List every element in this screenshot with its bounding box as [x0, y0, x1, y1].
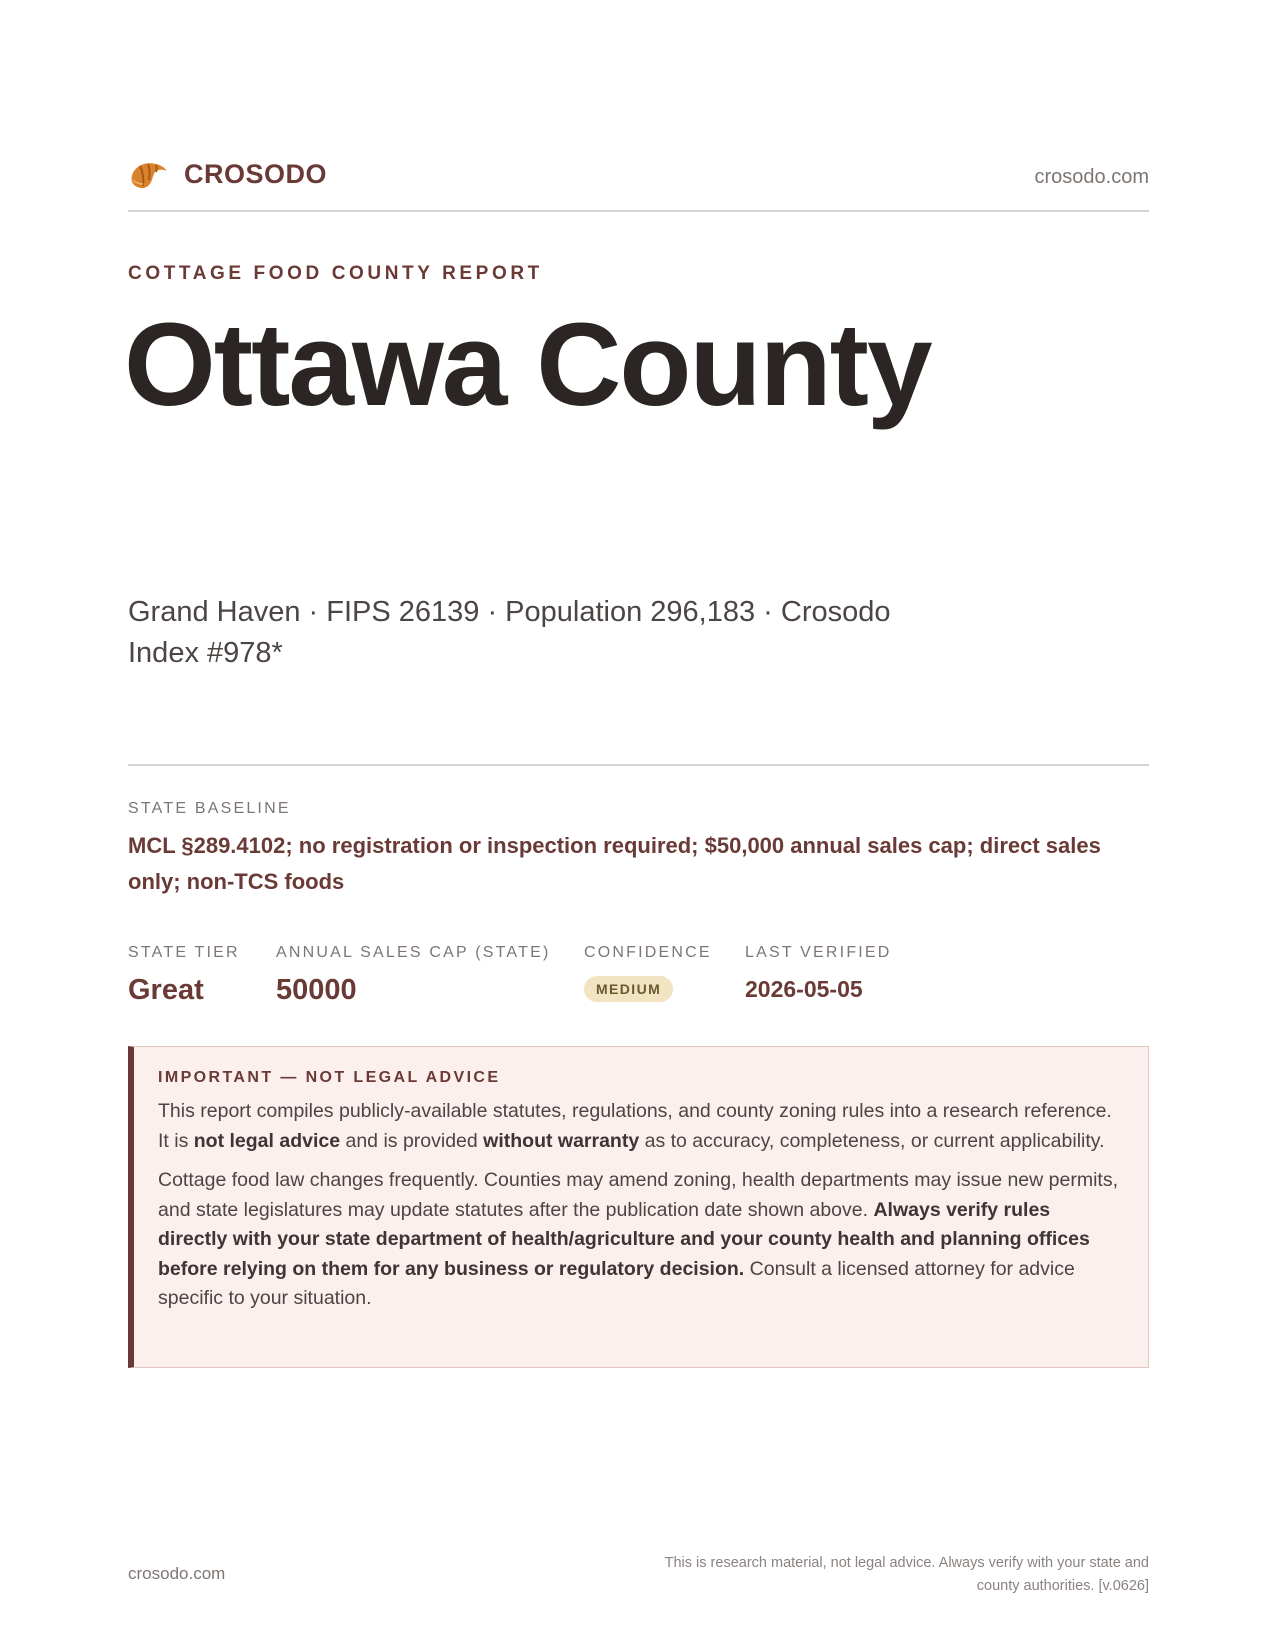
notice-text: This report compiles publicly-available statutes, regulations, and county zoning rules into a research reference. It is [158, 1100, 1112, 1152]
stat-value: 50000 [276, 974, 357, 1006]
stat-label: LAST VERIFIED [745, 944, 892, 961]
notice-emphasis: Always verify rules directly with your state department of health/agriculture and your county health and planning offices before relying on them for any business or regulatory decision. [158, 1198, 1090, 1280]
page-title: Ottawa County [124, 299, 931, 431]
stat-value: 2026-05-05 [745, 976, 863, 1002]
notice-text: Consult a licensed attorney for advice specific to your situation. [158, 1257, 1075, 1309]
state-baseline-label: STATE BASELINE [128, 800, 291, 817]
croissant-icon [128, 156, 170, 192]
stat-label: STATE TIER [128, 944, 240, 961]
footer-disclaimer: This is research material, not legal advice. Always verify with your state and county authorities. [v.0626] [664, 1555, 1149, 1594]
notice-text: as to accuracy, completeness, or current applicability. [639, 1129, 1105, 1152]
notice-title: IMPORTANT — NOT LEGAL ADVICE [158, 1069, 501, 1086]
stat-label: ANNUAL SALES CAP (STATE) [276, 944, 551, 961]
notice-text: Cottage food law changes frequently. Counties may amend zoning, health departments may issue new permits, and state legislatures may update statutes after the publication date shown above. [158, 1169, 1118, 1221]
report-eyebrow: COTTAGE FOOD COUNTY REPORT [128, 263, 543, 284]
notice-paragraph-2 [158, 1166, 1122, 1314]
site-link[interactable]: crosodo.com [1034, 166, 1149, 188]
page-header [128, 152, 1149, 212]
county-meta-line: Grand Haven · FIPS 26139 · Population 296,183 · Crosodo Index #978* [128, 596, 891, 669]
brand-name: CROSODO [184, 158, 328, 189]
stat-last-verified [745, 944, 892, 1003]
stat-state-tier [128, 944, 240, 1007]
legal-notice [128, 1046, 1149, 1368]
stat-annual-sales-cap [276, 944, 551, 1007]
notice-emphasis: not legal advice [193, 1129, 341, 1152]
footer-site-link[interactable]: crosodo.com [128, 1564, 226, 1583]
confidence-badge: MEDIUM [584, 976, 673, 1002]
section-divider [128, 764, 1149, 766]
notice-paragraph-1 [158, 1097, 1122, 1156]
stat-confidence [584, 944, 712, 1002]
stat-label: CONFIDENCE [584, 944, 712, 961]
notice-emphasis: without warranty [483, 1129, 640, 1152]
report-page [124, 0, 1149, 1650]
state-baseline-text: MCL §289.4102; no registration or inspection required; $50,000 annual sales cap; direct sales only; non-TCS foods [128, 833, 1101, 894]
notice-text: and is provided [340, 1129, 484, 1152]
brand [128, 156, 327, 192]
stat-value: Great [128, 974, 204, 1006]
